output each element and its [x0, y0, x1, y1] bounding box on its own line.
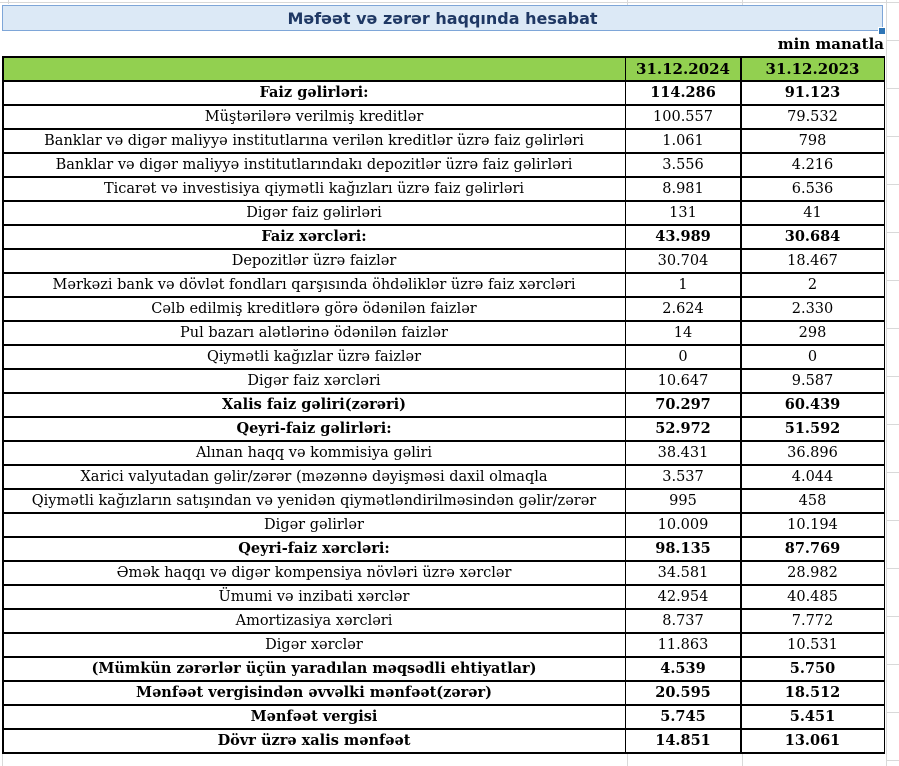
- margin-gridline: [886, 712, 899, 713]
- value-cell-2023[interactable]: 41: [742, 202, 884, 225]
- row-label-cell[interactable]: Qeyri-faiz xərcləri:: [4, 538, 625, 561]
- value-cell-2023[interactable]: 2: [742, 274, 884, 297]
- report-table: [2, 56, 885, 754]
- margin-gridline: [886, 88, 899, 89]
- value-cell-2023[interactable]: 30.684: [742, 226, 884, 249]
- value-cell-2024[interactable]: 114.286: [626, 82, 740, 105]
- value-cell-2024[interactable]: 4.539: [626, 658, 740, 681]
- value-cell-2023[interactable]: 4.216: [742, 154, 884, 177]
- row-label-cell[interactable]: Amortizasiya xərcləri: [4, 610, 625, 633]
- value-cell-2024[interactable]: 10.009: [626, 514, 740, 537]
- row-label-cell[interactable]: Xarici valyutadan gəlir/zərər (məzənnə dəyişməsi daxil olmaqla: [4, 466, 625, 489]
- row-label-cell[interactable]: Faiz xərcləri:: [4, 226, 625, 249]
- margin-gridline: [742, 753, 743, 766]
- value-cell-2023[interactable]: 6.536: [742, 178, 884, 201]
- row-label-cell[interactable]: Ticarət və investisiya qiymətli kağızları üzrə faiz gəlirləri: [4, 178, 625, 201]
- value-cell-2023[interactable]: 60.439: [742, 394, 884, 417]
- column-header-empty[interactable]: [4, 58, 625, 81]
- margin-gridline: [886, 232, 899, 233]
- value-cell-2023[interactable]: 458: [742, 490, 884, 513]
- margin-gridline: [886, 568, 899, 569]
- value-cell-2024[interactable]: 995: [626, 490, 740, 513]
- row-label-cell[interactable]: Pul bazarı alətlərinə ödənilən faizlər: [4, 322, 625, 345]
- value-cell-2023[interactable]: 4.044: [742, 466, 884, 489]
- value-cell-2023[interactable]: 51.592: [742, 418, 884, 441]
- page-title: Məfəət və zərər haqqında hesabat: [287, 8, 598, 28]
- row-label-cell[interactable]: Xalis faiz gəliri(zərəri): [4, 394, 625, 417]
- value-cell-2024[interactable]: 11.863: [626, 634, 740, 657]
- value-cell-2024[interactable]: 43.989: [626, 226, 740, 249]
- value-cell-2023[interactable]: 798: [742, 130, 884, 153]
- margin-gridline: [886, 616, 899, 617]
- margin-gridline: [886, 376, 899, 377]
- row-label-cell[interactable]: Dövr üzrə xalis mənfəət: [4, 730, 625, 753]
- value-cell-2024[interactable]: 1: [626, 274, 740, 297]
- row-label-cell[interactable]: Digər faiz xərcləri: [4, 370, 625, 393]
- row-label-cell[interactable]: Müştərilərə verilmiş kreditlər: [4, 106, 625, 129]
- margin-gridline: [8, 0, 9, 4]
- value-cell-2024[interactable]: 14.851: [626, 730, 740, 753]
- value-cell-2024[interactable]: 42.954: [626, 586, 740, 609]
- row-label-cell[interactable]: Qiymətli kağızların satışından və yenidən qiymətləndirilməsindən gəlir/zərər: [4, 490, 625, 513]
- value-cell-2023[interactable]: 5.451: [742, 706, 884, 729]
- value-cell-2024[interactable]: 8.737: [626, 610, 740, 633]
- value-cell-2023[interactable]: 13.061: [742, 730, 884, 753]
- value-cell-2024[interactable]: 20.595: [626, 682, 740, 705]
- margin-gridline: [886, 40, 899, 41]
- row-label-cell[interactable]: Cəlb edilmiş kreditlərə görə ödənilən faizlər: [4, 298, 625, 321]
- value-cell-2024[interactable]: 10.647: [626, 370, 740, 393]
- margin-gridline: [886, 664, 899, 665]
- row-label-cell[interactable]: Banklar və digər maliyyə institutlarındakı depozitlər üzrə faiz gəlirləri: [4, 154, 625, 177]
- value-cell-2023[interactable]: 40.485: [742, 586, 884, 609]
- row-label-cell[interactable]: Mənfəət vergisindən əvvəlki mənfəət(zərər): [4, 682, 625, 705]
- row-label-cell[interactable]: Depozitlər üzrə faizlər: [4, 250, 625, 273]
- row-label-cell[interactable]: Qeyri-faiz gəlirləri:: [4, 418, 625, 441]
- row-label-cell[interactable]: (Mümkün zərərlər üçün yaradılan məqsədli ehtiyatlar): [4, 658, 625, 681]
- row-label-cell[interactable]: Mənfəət vergisi: [4, 706, 625, 729]
- row-label-cell[interactable]: Ümumi və inzibati xərclər: [4, 586, 625, 609]
- value-cell-2023[interactable]: 7.772: [742, 610, 884, 633]
- row-label-cell[interactable]: Digər faiz gəlirləri: [4, 202, 625, 225]
- margin-gridline: [886, 328, 899, 329]
- value-cell-2024[interactable]: 5.745: [626, 706, 740, 729]
- value-cell-2023[interactable]: 28.982: [742, 562, 884, 585]
- value-cell-2023[interactable]: 91.123: [742, 82, 884, 105]
- value-cell-2024[interactable]: 30.704: [626, 250, 740, 273]
- value-cell-2023[interactable]: 10.194: [742, 514, 884, 537]
- margin-gridline: [886, 136, 899, 137]
- margin-gridline: [886, 184, 899, 185]
- top-row-gridline: [0, 2, 899, 3]
- value-cell-2023[interactable]: 298: [742, 322, 884, 345]
- row-label-cell[interactable]: Qiymətli kağızlar üzrə faizlər: [4, 346, 625, 369]
- margin-gridline: [627, 753, 628, 766]
- margin-gridline: [886, 424, 899, 425]
- row-label-cell[interactable]: Faiz gəlirləri:: [4, 82, 625, 105]
- row-label-cell[interactable]: Alınan haqq və kommisiya gəliri: [4, 442, 625, 465]
- margin-gridline: [886, 472, 899, 473]
- value-cell-2024[interactable]: 3.556: [626, 154, 740, 177]
- value-cell-2024[interactable]: 70.297: [626, 394, 740, 417]
- margin-gridline: [886, 0, 887, 766]
- value-cell-2023[interactable]: 18.467: [742, 250, 884, 273]
- value-cell-2023[interactable]: 5.750: [742, 658, 884, 681]
- margin-gridline: [2, 753, 3, 766]
- value-cell-2024[interactable]: 34.581: [626, 562, 740, 585]
- row-label-cell[interactable]: Digər xərclər: [4, 634, 625, 657]
- margin-gridline: [886, 280, 899, 281]
- row-label-cell[interactable]: Digər gəlirlər: [4, 514, 625, 537]
- value-cell-2024[interactable]: 3.537: [626, 466, 740, 489]
- value-cell-2023[interactable]: 9.587: [742, 370, 884, 393]
- column-header-2023[interactable]: 31.12.2023: [742, 58, 884, 81]
- value-cell-2024[interactable]: 1.061: [626, 130, 740, 153]
- value-cell-2023[interactable]: 0: [742, 346, 884, 369]
- value-cell-2024[interactable]: 2.624: [626, 298, 740, 321]
- column-header-2024[interactable]: 31.12.2024: [626, 58, 740, 81]
- value-cell-2023[interactable]: 79.532: [742, 106, 884, 129]
- value-cell-2023[interactable]: 2.330: [742, 298, 884, 321]
- value-cell-2024[interactable]: 131: [626, 202, 740, 225]
- margin-gridline: [886, 760, 899, 761]
- value-cell-2023[interactable]: 87.769: [742, 538, 884, 561]
- value-cell-2024[interactable]: 100.557: [626, 106, 740, 129]
- value-cell-2023[interactable]: 10.531: [742, 634, 884, 657]
- value-cell-2024[interactable]: 14: [626, 322, 740, 345]
- value-cell-2024[interactable]: 0: [626, 346, 740, 369]
- value-cell-2024[interactable]: 52.972: [626, 418, 740, 441]
- value-cell-2024[interactable]: 38.431: [626, 442, 740, 465]
- unit-note: min manatla: [777, 35, 884, 53]
- row-label-cell[interactable]: Banklar və digər maliyyə institutlarına verilən kreditlər üzrə faiz gəlirləri: [4, 130, 625, 153]
- row-label-cell[interactable]: Mərkəzi bank və dövlət fondları qarşısında öhdəliklər üzrə faiz xərcləri: [4, 274, 625, 297]
- report-title-cell[interactable]: [2, 5, 883, 31]
- value-cell-2023[interactable]: 36.896: [742, 442, 884, 465]
- value-cell-2024[interactable]: 98.135: [626, 538, 740, 561]
- value-cell-2023[interactable]: 18.512: [742, 682, 884, 705]
- row-label-cell[interactable]: Əmək haqqı və digər kompensiya növləri üzrə xərclər: [4, 562, 625, 585]
- margin-gridline: [886, 520, 899, 521]
- value-cell-2024[interactable]: 8.981: [626, 178, 740, 201]
